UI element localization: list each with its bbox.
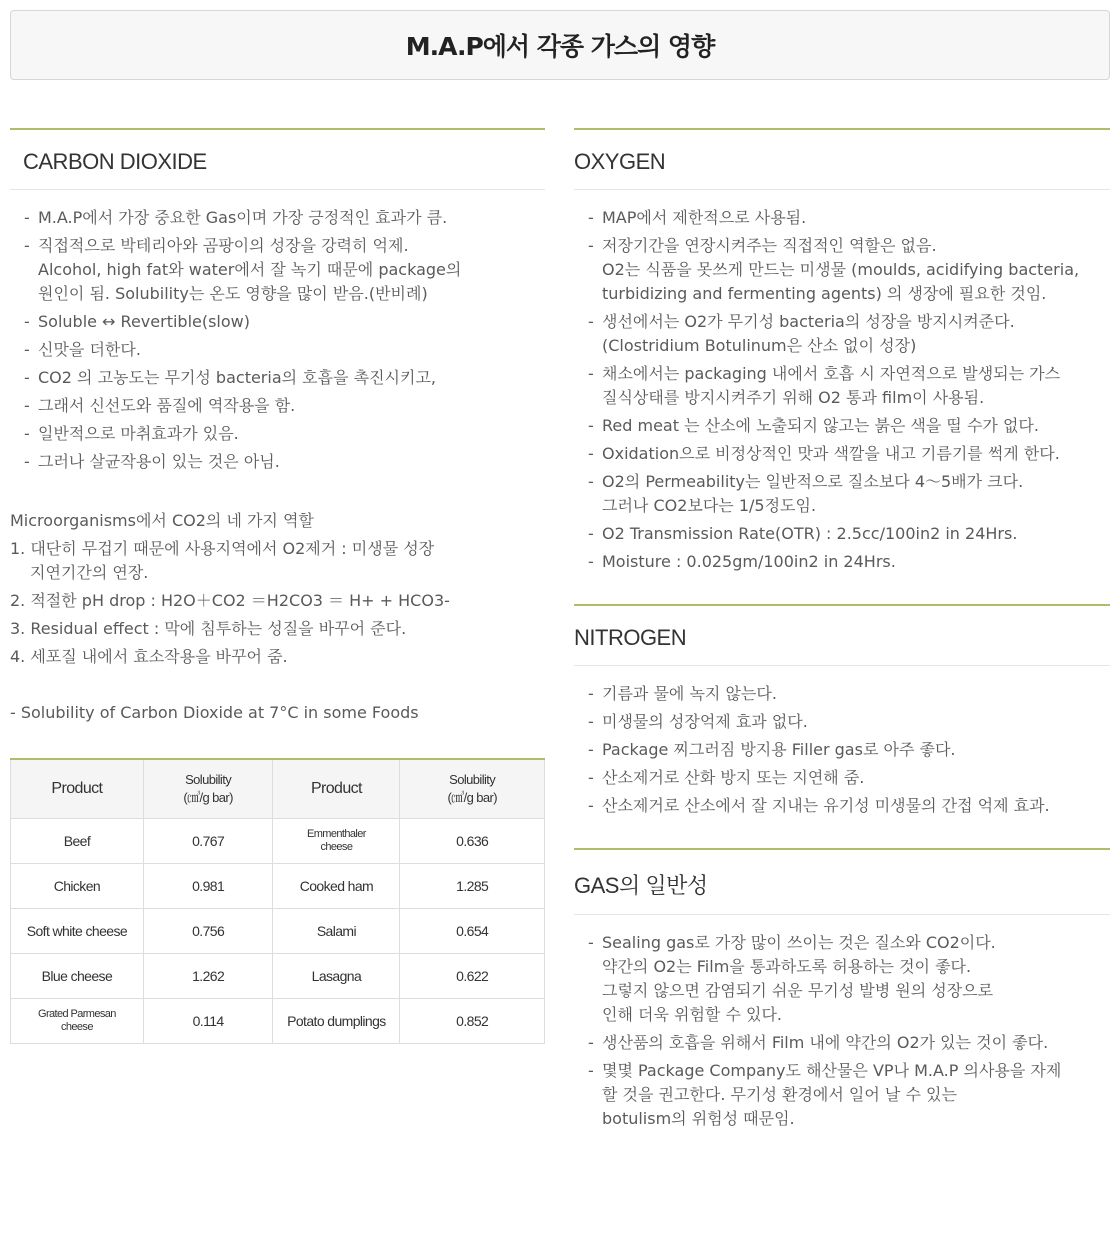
solubility-cell: 0.852 [400,999,545,1044]
oxygen-list [574,206,1110,574]
dash-bullet: - [588,740,594,759]
list-item: - Red meat 는 산소에 노출되지 않고는 붉은 색을 띨 수가 없다. [574,414,1110,438]
gas-general-heading: GAS의 일반성 [574,850,1110,915]
column-header-solubility: Solubility (㎤/g bar) [143,759,273,819]
solubility-caption: - Solubility of Carbon Dioxide at 7°C in some Foods [10,703,419,722]
product-cell: Lasagna [273,954,400,999]
list-item: - 산소제거로 산소에서 잘 지내는 유기성 미생물의 간접 억제 효과. [574,794,1110,818]
list-item: - Moisture : 0.025gm/100in2 in 24Hrs. [574,550,1110,574]
list-item: - Oxidation으로 비정상적인 맛과 색깔을 내고 기름기를 썩게 한다. [574,442,1110,466]
table-row [11,999,545,1044]
product-cell: Chicken [11,864,144,909]
dash-bullet: - [588,208,594,227]
column-header-product: Product [11,759,144,819]
dash-bullet: - [588,684,594,703]
dash-bullet: - [588,552,594,571]
dash-bullet: - [588,416,594,435]
co2-role-item: 2. 적절한 pH drop : H2O＋CO2 ＝H2CO3 ＝ H+ + HCO3- [10,591,450,610]
gas-general-section [574,848,1110,1131]
co2-role-item: 4. 세포질 내에서 효소작용을 바꾸어 줌. [10,647,288,666]
page-title-box [10,10,1110,80]
dash-bullet: - [24,424,30,443]
column-header-product: Product [273,759,400,819]
dash-bullet: - [588,712,594,731]
list-item: - 일반적으로 마취효과가 있음. [10,422,545,446]
co2-roles-block [10,509,545,669]
solubility-cell: 0.756 [143,909,273,954]
nitrogen-list [574,682,1110,818]
dash-bullet: - [588,768,594,787]
dash-bullet: - [588,444,594,463]
carbon-dioxide-section [10,128,545,474]
list-item: - Sealing gas로 가장 많이 쓰이는 것은 질소와 CO2이다. 약간의 O2는 Film을 통과하도록 허용하는 것이 좋다. 그렇지 않으면 감염되기 쉬운 무기성 발병 원의 성장으로 인해 더욱 위험할 수 있다. [588,933,996,1024]
dash-bullet: - [24,368,30,387]
dash-bullet: - [588,796,594,815]
list-item: - Package 찌그러짐 방지용 Filler gas로 아주 좋다. [574,738,1110,762]
table-header-row [11,759,545,819]
dash-bullet: - [588,472,594,491]
gas-general-list [574,931,1110,1131]
list-item: - 산소제거로 산화 방지 또는 지연해 줌. [574,766,1110,790]
list-item: - 채소에서는 packaging 내에서 호흡 시 자연적으로 발생되는 가스 질식상태를 방지시켜주기 위해 O2 통과 film이 사용됨. [588,364,1061,407]
product-cell: Soft white cheese [11,909,144,954]
solubility-cell: 0.981 [143,864,273,909]
solubility-cell: 0.622 [400,954,545,999]
list-item: - 생산품의 호흡을 위해서 Film 내에 약간의 O2가 있는 것이 좋다. [574,1031,1110,1055]
carbon-dioxide-list [10,206,545,474]
nitrogen-section [574,604,1110,818]
list-item: - 생선에서는 O2가 무기성 bacteria의 성장을 방지시켜준다. (Clostridium Botulinum은 산소 없이 성장) [588,312,1015,355]
list-item: - 그러나 살균작용이 있는 것은 아님. [10,450,545,474]
list-item: - CO2 의 고농도는 무기성 bacteria의 호흡을 촉진시키고, [10,366,545,390]
solubility-cell: 1.285 [400,864,545,909]
table-row [11,954,545,999]
page-title: M.A.P에서 각종 가스의 영향 [405,32,715,61]
product-cell: Emmenthaler cheese [273,819,400,864]
list-item: - M.A.P에서 가장 중요한 Gas이며 가장 긍정적인 효과가 큼. [10,206,545,230]
table-row [11,909,545,954]
oxygen-section [574,128,1110,574]
dash-bullet: - [24,312,30,331]
table-row [11,864,545,909]
dash-bullet: - [24,236,30,255]
dash-bullet: - [588,364,594,383]
dash-bullet: - [588,933,594,952]
dash-bullet: - [24,396,30,415]
solubility-cell: 0.114 [143,999,273,1044]
product-cell: Beef [11,819,144,864]
nitrogen-heading: NITROGEN [574,606,1110,666]
product-cell: Potato dumplings [273,999,400,1044]
oxygen-heading: OXYGEN [574,130,1110,190]
product-cell: Grated Parmesan cheese [11,999,144,1044]
dash-bullet: - [588,524,594,543]
carbon-dioxide-column [10,128,545,1033]
dash-bullet: - [588,1061,594,1080]
product-cell: Salami [273,909,400,954]
list-item: - 그래서 신선도와 품질에 역작용을 함. [10,394,545,418]
list-item: - O2의 Permeability는 일반적으로 질소보다 4～5배가 크다. 그러나 CO2보다는 1/5정도임. [588,472,1024,515]
right-column [574,128,1110,1135]
dash-bullet: - [588,236,594,255]
list-item: - O2 Transmission Rate(OTR) : 2.5cc/100in2 in 24Hrs. [574,522,1110,546]
co2-roles-title: Microorganisms에서 CO2의 네 가지 역할 [10,511,314,530]
list-item: - Soluble ↔ Revertible(slow) [10,310,545,334]
dash-bullet: - [24,340,30,359]
list-item: - 직접적으로 박테리아와 곰팡이의 성장을 강력히 억제. Alcohol, high fat와 water에서 잘 녹기 때문에 package의 원인이 됨. Solubility는 온도 영향을 많이 받음.(반비례) [24,236,462,303]
dash-bullet: - [24,208,30,227]
list-item: - 저장기간을 연장시켜주는 직접적인 역할은 없음. O2는 식품을 못쓰게 만드는 미생물 (moulds, acidifying bacteria, turbidizing and fermenting agents) 의 생장에 필요한 것임. [588,236,1080,303]
co2-role-item: 1. 대단히 무겁기 때문에 사용지역에서 O2제거 : 미생물 성장 지연기간의 연장. [10,539,435,582]
solubility-cell: 0.654 [400,909,545,954]
dash-bullet: - [24,452,30,471]
carbon-dioxide-heading: CARBON DIOXIDE [10,130,545,190]
product-cell: Blue cheese [11,954,144,999]
solubility-table [10,758,545,1044]
solubility-cell: 0.636 [400,819,545,864]
list-item: - 몇몇 Package Company도 해산물은 VP나 M.A.P 의사용을 자제 할 것을 권고한다. 무기성 환경에서 일어 날 수 있는 botulism의 위험성 때문임. [588,1061,1062,1128]
list-item: - 기름과 물에 녹지 않는다. [574,682,1110,706]
co2-role-item: 3. Residual effect : 막에 침투하는 성질을 바꾸어 준다. [10,619,407,638]
list-item: - 신맛을 더한다. [10,338,545,362]
solubility-cell: 1.262 [143,954,273,999]
solubility-cell: 0.767 [143,819,273,864]
product-cell: Cooked ham [273,864,400,909]
list-item: - MAP에서 제한적으로 사용됨. [574,206,1110,230]
list-item: - 미생물의 성장억제 효과 없다. [574,710,1110,734]
column-header-solubility: Solubility (㎤/g bar) [400,759,545,819]
table-row [11,819,545,864]
dash-bullet: - [588,312,594,331]
dash-bullet: - [588,1033,594,1052]
